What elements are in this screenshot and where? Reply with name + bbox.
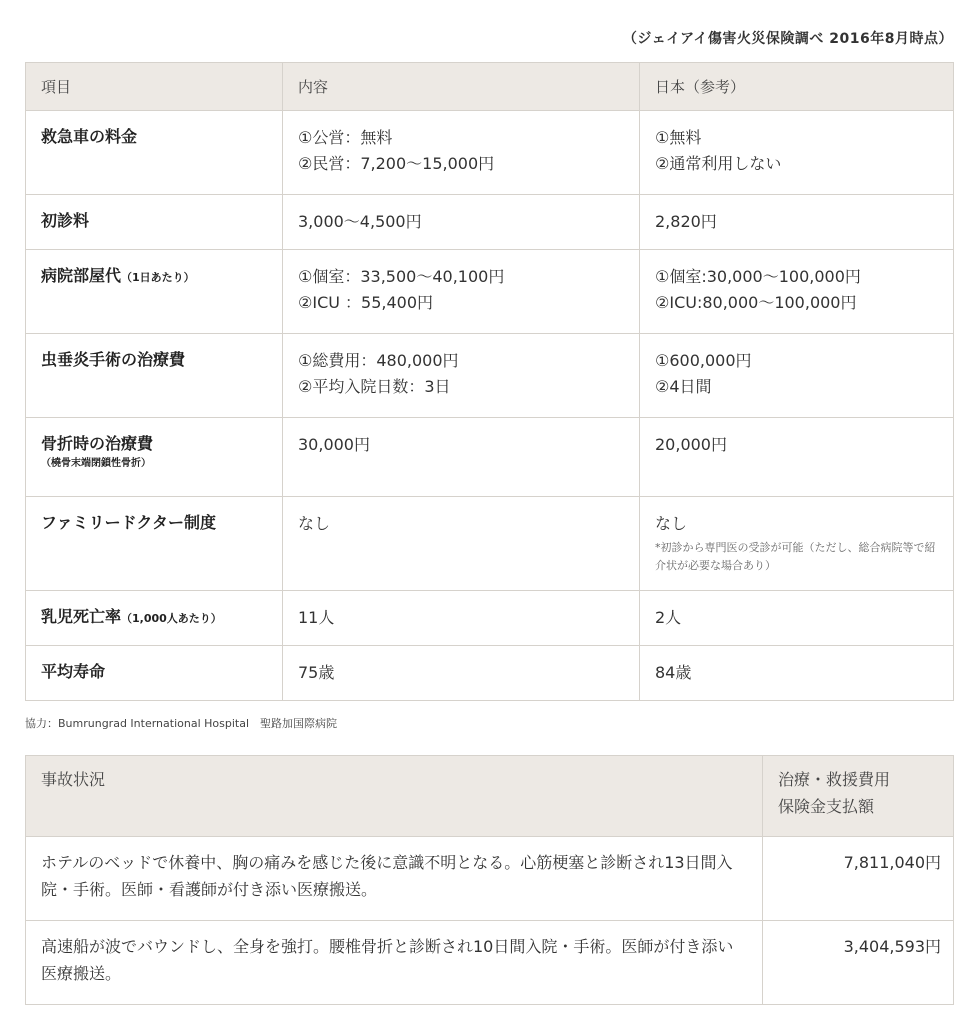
row-content	[283, 334, 640, 418]
japan-line: ②ICU:80,000〜100,000円	[655, 293, 857, 312]
row-item	[26, 250, 283, 334]
item-unit: （1,000人あたり）	[121, 612, 222, 625]
content-line: ①公営：無料	[298, 128, 393, 147]
content-line: なし	[298, 514, 331, 533]
row-item: 平均寿命	[26, 646, 283, 701]
item-sub: （橈骨末端閉鎖性骨折）	[41, 458, 151, 469]
table-header-row	[26, 756, 954, 837]
row-item	[26, 591, 283, 646]
row-item: 救急車の料金	[26, 111, 283, 195]
row-japan	[640, 250, 954, 334]
table-row	[26, 334, 954, 418]
table-row	[26, 837, 954, 921]
content-line: 30,000円	[298, 435, 370, 454]
header-amount	[763, 756, 954, 837]
row-japan	[640, 497, 954, 591]
header-amount-line: 保険金支払額	[778, 797, 875, 816]
situation-cell: 高速船が波でバウンドし、全身を強打。腰椎骨折と診断され10日間入院・手術。医師が付き添い医療搬送。	[26, 921, 763, 1005]
header-situation: 事故状況	[26, 756, 763, 837]
japan-line: ①600,000円	[655, 351, 752, 370]
row-content	[283, 418, 640, 497]
header-amount-line: 治療・救援費用	[778, 770, 891, 789]
item-unit: （1日あたり）	[121, 271, 195, 284]
row-japan	[640, 591, 954, 646]
japan-note: *初診から専門医の受診が可能（ただし、総合病院等で紹介状が必要な場合あり）	[655, 541, 936, 572]
situation-cell: ホテルのベッドで休養中、胸の痛みを感じた後に意識不明となる。心筋梗塞と診断され13日間入院・手術。医師・看護師が付き添い医療搬送。	[26, 837, 763, 921]
table-row	[26, 921, 954, 1005]
content-line: ①個室：33,500〜40,100円	[298, 267, 505, 286]
content-line: 75歳	[298, 663, 335, 682]
row-content	[283, 591, 640, 646]
table-row	[26, 250, 954, 334]
table-row	[26, 497, 954, 591]
medical-cost-comparison-table	[25, 62, 954, 701]
header-content: 内容	[283, 63, 640, 111]
content-line: ②ICU ：55,400円	[298, 293, 434, 312]
table-row	[26, 646, 954, 701]
japan-line: ②通常利用しない	[655, 154, 782, 173]
table-header-row	[26, 63, 954, 111]
insurance-claim-table	[25, 755, 954, 1005]
row-content	[283, 646, 640, 701]
row-content	[283, 497, 640, 591]
row-japan	[640, 334, 954, 418]
amount-cell: 3,404,593円	[763, 921, 954, 1005]
row-item	[26, 418, 283, 497]
header-japan: 日本（参考）	[640, 63, 954, 111]
item-label: 病院部屋代	[41, 266, 122, 285]
japan-line: 20,000円	[655, 435, 727, 454]
row-japan	[640, 418, 954, 497]
japan-line: なし	[655, 514, 688, 533]
credit-note: 協力：Bumrungrad International Hospital 聖路加国際病院	[25, 717, 338, 730]
row-item: 虫垂炎手術の治療費	[26, 334, 283, 418]
row-japan	[640, 646, 954, 701]
japan-line: ②4日間	[655, 377, 712, 396]
content-line: ①総費用：480,000円	[298, 351, 459, 370]
japan-line: ①無料	[655, 128, 702, 147]
japan-line: 2人	[655, 608, 682, 627]
item-label: 骨折時の治療費	[41, 434, 154, 453]
row-content	[283, 250, 640, 334]
content-line: 3,000〜4,500円	[298, 212, 422, 231]
table-row	[26, 591, 954, 646]
table-row	[26, 418, 954, 497]
row-content	[283, 195, 640, 250]
content-line: ②民営：7,200〜15,000円	[298, 154, 495, 173]
content-line: ②平均入院日数：3日	[298, 377, 451, 396]
japan-line: 2,820円	[655, 212, 717, 231]
content-line: 11人	[298, 608, 335, 627]
japan-line: 84歳	[655, 663, 692, 682]
table-row	[26, 111, 954, 195]
header-item: 項目	[26, 63, 283, 111]
row-item: ファミリードクター制度	[26, 497, 283, 591]
source-note: （ジェイアイ傷害火災保険調べ 2016年8月時点）	[622, 31, 953, 47]
amount-cell: 7,811,040円	[763, 837, 954, 921]
table-row	[26, 195, 954, 250]
row-content	[283, 111, 640, 195]
row-japan	[640, 195, 954, 250]
row-japan	[640, 111, 954, 195]
japan-line: ①個室:30,000〜100,000円	[655, 267, 861, 286]
row-item: 初診料	[26, 195, 283, 250]
item-label: 乳児死亡率	[41, 607, 122, 626]
